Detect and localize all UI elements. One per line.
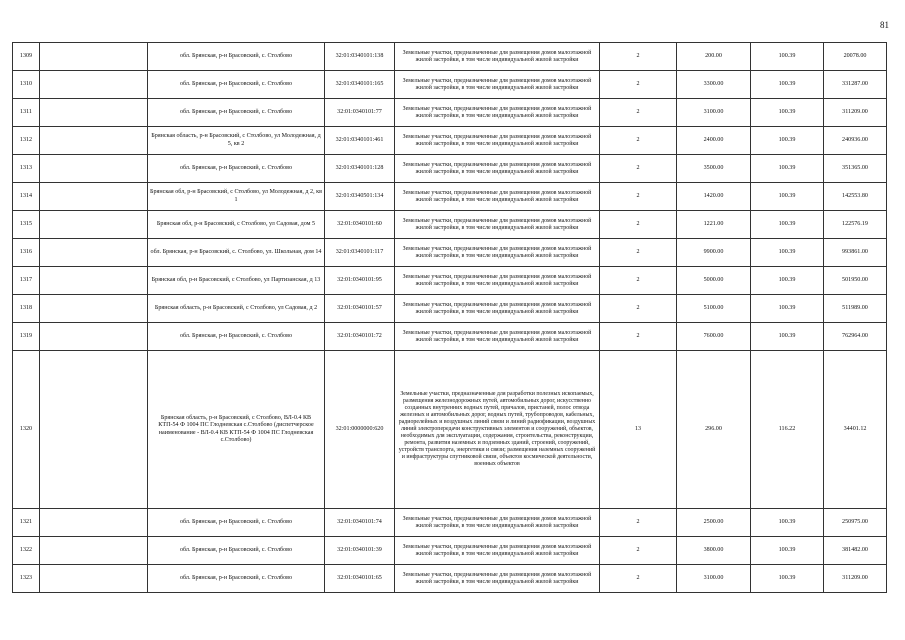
group-cell: 2 <box>600 323 677 351</box>
cadastral-number-cell: 32:01:0340101:77 <box>325 99 395 127</box>
row-number-cell: 1314 <box>13 183 40 211</box>
table-row <box>13 239 887 267</box>
table-row <box>13 565 887 593</box>
blank-cell <box>40 183 148 211</box>
specific-value-cell: 100.39 <box>751 509 824 537</box>
land-use-cell: Земельные участки, предназначенные для размещения домов малоэтажной жилой застройки, в том числе индивидуальной жилой застройки <box>395 211 600 239</box>
address-cell: Брянская обл, р-н Брасовский, с Столбово, ул Партизанская, д 13 <box>148 267 325 295</box>
land-use-cell: Земельные участки, предназначенные для размещения домов малоэтажной жилой застройки, в том числе индивидуальной жилой застройки <box>395 239 600 267</box>
group-cell: 2 <box>600 127 677 155</box>
address-cell: обл. Брянская, р-н Брасовский, с. Столбово, ул. Школьная, дом 14 <box>148 239 325 267</box>
address-cell: Брянская область, р-н Брасовский, с Столбово, ул Молодежная, д 5, кв 2 <box>148 127 325 155</box>
cadastral-value-cell: 20078.00 <box>824 43 887 71</box>
address-cell: Брянская обл, р-н Брасовский, с Столбово, ул Молодежная, д 2, кв 1 <box>148 183 325 211</box>
specific-value-cell: 100.39 <box>751 183 824 211</box>
specific-value-cell: 100.39 <box>751 155 824 183</box>
cadastral-number-cell: 32:01:0340101:461 <box>325 127 395 155</box>
table-row <box>13 267 887 295</box>
address-cell: Брянская обл, р-н Брасовский, с Столбово, ул Садовая, дом 5 <box>148 211 325 239</box>
cadastral-number-cell: 32:01:0000000:620 <box>325 351 395 509</box>
area-cell: 9900.00 <box>677 239 751 267</box>
area-cell: 5000.00 <box>677 267 751 295</box>
table-row <box>13 211 887 239</box>
table-row <box>13 351 887 509</box>
address-cell: обл. Брянская, р-н Брасовский, с. Столбово <box>148 323 325 351</box>
group-cell: 2 <box>600 211 677 239</box>
area-cell: 1221.00 <box>677 211 751 239</box>
specific-value-cell: 100.39 <box>751 323 824 351</box>
cadastral-value-cell: 331287.00 <box>824 71 887 99</box>
land-use-cell: Земельные участки, предназначенные для размещения домов малоэтажной жилой застройки, в том числе индивидуальной жилой застройки <box>395 183 600 211</box>
area-cell: 3100.00 <box>677 99 751 127</box>
cadastral-number-cell: 32:01:0340101:74 <box>325 509 395 537</box>
address-cell: обл. Брянская, р-н Брасовский, с. Столбово <box>148 509 325 537</box>
land-use-cell: Земельные участки, предназначенные для размещения домов малоэтажной жилой застройки, в том числе индивидуальной жилой застройки <box>395 565 600 593</box>
cadastral-value-cell: 501950.00 <box>824 267 887 295</box>
group-cell: 13 <box>600 351 677 509</box>
table-row <box>13 127 887 155</box>
address-cell: обл. Брянская, р-н Брасовский, с. Столбово <box>148 43 325 71</box>
cadastral-number-cell: 32:01:0340101:165 <box>325 71 395 99</box>
cadastral-value-cell: 34401.12 <box>824 351 887 509</box>
group-cell: 2 <box>600 99 677 127</box>
table-row <box>13 509 887 537</box>
table-row <box>13 323 887 351</box>
land-use-cell: Земельные участки, предназначенные для размещения домов малоэтажной жилой застройки, в том числе индивидуальной жилой застройки <box>395 509 600 537</box>
group-cell: 2 <box>600 239 677 267</box>
specific-value-cell: 100.39 <box>751 71 824 99</box>
cadastral-number-cell: 32:01:0340101:138 <box>325 43 395 71</box>
specific-value-cell: 116.22 <box>751 351 824 509</box>
cadastral-value-cell: 311209.00 <box>824 565 887 593</box>
specific-value-cell: 100.39 <box>751 99 824 127</box>
row-number-cell: 1312 <box>13 127 40 155</box>
blank-cell <box>40 127 148 155</box>
blank-cell <box>40 351 148 509</box>
cadastral-value-cell: 142553.80 <box>824 183 887 211</box>
address-cell: обл. Брянская, р-н Брасовский, с. Столбово <box>148 537 325 565</box>
blank-cell <box>40 565 148 593</box>
row-number-cell: 1318 <box>13 295 40 323</box>
land-registry-table <box>12 42 887 593</box>
address-cell: Брянская область, р-н Брасовский, с Столбово, ул Садовая, д 2 <box>148 295 325 323</box>
row-number-cell: 1322 <box>13 537 40 565</box>
row-number-cell: 1313 <box>13 155 40 183</box>
blank-cell <box>40 239 148 267</box>
specific-value-cell: 100.39 <box>751 565 824 593</box>
cadastral-value-cell: 250975.00 <box>824 509 887 537</box>
group-cell: 2 <box>600 43 677 71</box>
row-number-cell: 1323 <box>13 565 40 593</box>
table-row <box>13 295 887 323</box>
specific-value-cell: 100.39 <box>751 295 824 323</box>
table-row <box>13 99 887 127</box>
cadastral-value-cell: 351365.00 <box>824 155 887 183</box>
specific-value-cell: 100.39 <box>751 537 824 565</box>
cadastral-value-cell: 381482.00 <box>824 537 887 565</box>
table-row <box>13 155 887 183</box>
address-cell: обл. Брянская, р-н Брасовский, с. Столбово <box>148 99 325 127</box>
area-cell: 2500.00 <box>677 509 751 537</box>
table-row <box>13 71 887 99</box>
blank-cell <box>40 537 148 565</box>
land-use-cell: Земельные участки, предназначенные для размещения домов малоэтажной жилой застройки, в том числе индивидуальной жилой застройки <box>395 295 600 323</box>
cadastral-number-cell: 32:01:0340501:134 <box>325 183 395 211</box>
table-row <box>13 183 887 211</box>
cadastral-number-cell: 32:01:0340101:65 <box>325 565 395 593</box>
row-number-cell: 1320 <box>13 351 40 509</box>
blank-cell <box>40 211 148 239</box>
row-number-cell: 1310 <box>13 71 40 99</box>
specific-value-cell: 100.39 <box>751 43 824 71</box>
specific-value-cell: 100.39 <box>751 239 824 267</box>
area-cell: 1420.00 <box>677 183 751 211</box>
area-cell: 2400.00 <box>677 127 751 155</box>
cadastral-number-cell: 32:01:0340101:117 <box>325 239 395 267</box>
blank-cell <box>40 43 148 71</box>
group-cell: 2 <box>600 295 677 323</box>
blank-cell <box>40 155 148 183</box>
land-use-cell: Земельные участки, предназначенные для размещения домов малоэтажной жилой застройки, в том числе индивидуальной жилой застройки <box>395 43 600 71</box>
area-cell: 5100.00 <box>677 295 751 323</box>
row-number-cell: 1321 <box>13 509 40 537</box>
row-number-cell: 1319 <box>13 323 40 351</box>
cadastral-value-cell: 993861.00 <box>824 239 887 267</box>
area-cell: 296.00 <box>677 351 751 509</box>
area-cell: 3300.00 <box>677 71 751 99</box>
address-cell: обл. Брянская, р-н Брасовский, с. Столбово <box>148 155 325 183</box>
cadastral-value-cell: 240936.00 <box>824 127 887 155</box>
cadastral-number-cell: 32:01:0340101:39 <box>325 537 395 565</box>
address-cell: обл. Брянская, р-н Брасовский, с. Столбово <box>148 71 325 99</box>
group-cell: 2 <box>600 565 677 593</box>
specific-value-cell: 100.39 <box>751 267 824 295</box>
blank-cell <box>40 509 148 537</box>
group-cell: 2 <box>600 509 677 537</box>
cadastral-number-cell: 32:01:0340101:95 <box>325 267 395 295</box>
area-cell: 3800.00 <box>677 537 751 565</box>
cadastral-value-cell: 122576.19 <box>824 211 887 239</box>
specific-value-cell: 100.39 <box>751 127 824 155</box>
area-cell: 200.00 <box>677 43 751 71</box>
blank-cell <box>40 295 148 323</box>
row-number-cell: 1316 <box>13 239 40 267</box>
land-use-cell: Земельные участки, предназначенные для разработки полезных ископаемых, размещения железнодорожных путей, автомобильных дорог, искусственно созданных внутренних водных путей, причалов, пристаней, полос отвода железных и автомобильных дорог, водных путей, трубопроводов, кабельных, радиорелейных и воздушных линий связи и линий радиофикации, воздушных линий электропередачи конструктивных элементов и сооружений, объектов, необходимых для эксплуатации, содержания, строительства, реконструкции, ремонта, развития наземных и подземных зданий, строений, сооружений, устройств транспорта, энергетики и связи; размещения наземных сооружений и инфраструктуры спутниковой связи, объектов космической деятельности, военных объектов <box>395 351 600 509</box>
land-use-cell: Земельные участки, предназначенные для размещения домов малоэтажной жилой застройки, в том числе индивидуальной жилой застройки <box>395 127 600 155</box>
row-number-cell: 1317 <box>13 267 40 295</box>
cadastral-number-cell: 32:01:0340101:60 <box>325 211 395 239</box>
blank-cell <box>40 323 148 351</box>
cadastral-number-cell: 32:01:0340101:72 <box>325 323 395 351</box>
blank-cell <box>40 99 148 127</box>
land-use-cell: Земельные участки, предназначенные для размещения домов малоэтажной жилой застройки, в том числе индивидуальной жилой застройки <box>395 99 600 127</box>
cadastral-value-cell: 511989.00 <box>824 295 887 323</box>
table-row <box>13 537 887 565</box>
land-use-cell: Земельные участки, предназначенные для размещения домов малоэтажной жилой застройки, в том числе индивидуальной жилой застройки <box>395 323 600 351</box>
row-number-cell: 1311 <box>13 99 40 127</box>
cadastral-number-cell: 32:01:0340101:128 <box>325 155 395 183</box>
blank-cell <box>40 267 148 295</box>
row-number-cell: 1309 <box>13 43 40 71</box>
land-use-cell: Земельные участки, предназначенные для размещения домов малоэтажной жилой застройки, в том числе индивидуальной жилой застройки <box>395 537 600 565</box>
cadastral-value-cell: 311209.00 <box>824 99 887 127</box>
group-cell: 2 <box>600 71 677 99</box>
blank-cell <box>40 71 148 99</box>
page-number: 81 <box>880 20 889 30</box>
land-use-cell: Земельные участки, предназначенные для размещения домов малоэтажной жилой застройки, в том числе индивидуальной жилой застройки <box>395 71 600 99</box>
land-use-cell: Земельные участки, предназначенные для размещения домов малоэтажной жилой застройки, в том числе индивидуальной жилой застройки <box>395 155 600 183</box>
address-cell: Брянская область, р-н Брасовский, с Столбово, ВЛ-0.4 КВ КТП-54 Ф 1004 ПС Глодневская с.Столбово (диспетчерское наименование - ВЛ-0.4 КВ КТП-54 Ф 1004 ПС Глодневская с.Столбово) <box>148 351 325 509</box>
row-number-cell: 1315 <box>13 211 40 239</box>
group-cell: 2 <box>600 155 677 183</box>
group-cell: 2 <box>600 183 677 211</box>
area-cell: 7600.00 <box>677 323 751 351</box>
group-cell: 2 <box>600 537 677 565</box>
cadastral-number-cell: 32:01:0340101:57 <box>325 295 395 323</box>
area-cell: 3100.00 <box>677 565 751 593</box>
table-row <box>13 43 887 71</box>
area-cell: 3500.00 <box>677 155 751 183</box>
group-cell: 2 <box>600 267 677 295</box>
cadastral-value-cell: 762964.00 <box>824 323 887 351</box>
specific-value-cell: 100.39 <box>751 211 824 239</box>
address-cell: обл. Брянская, р-н Брасовский, с. Столбово <box>148 565 325 593</box>
land-use-cell: Земельные участки, предназначенные для размещения домов малоэтажной жилой застройки, в том числе индивидуальной жилой застройки <box>395 267 600 295</box>
